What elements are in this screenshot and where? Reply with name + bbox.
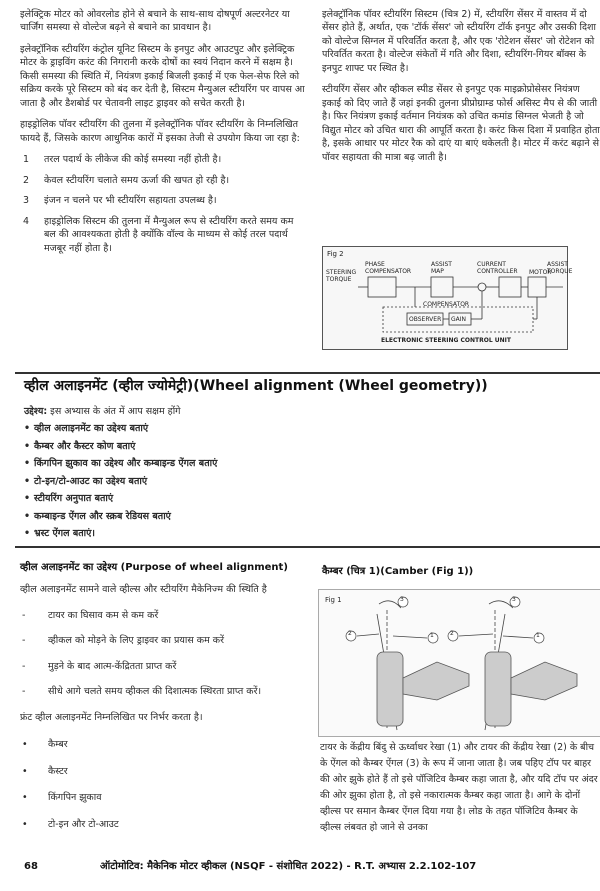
list-item: - मुड़ने के बाद आत्म-केंद्रितता प्राप्त करें	[20, 660, 310, 673]
assist-map-label: ASSIST MAP	[431, 261, 452, 275]
camber-illustration	[319, 590, 600, 736]
section-title: व्हील अलाइनमेंट (व्हील ज्योमेट्री)(Wheel alignment (Wheel geometry))	[24, 378, 488, 394]
figure-caption: ELECTRONIC STEERING CONTROL UNIT	[381, 337, 511, 344]
list-item: • किंगपिन झुकाव	[20, 791, 310, 804]
purpose-heading: व्हील अलाइनमेंट का उद्देश्य (Purpose of wheel alignment)	[20, 562, 288, 573]
paragraph: इलेक्ट्रॉनिक पॉवर स्टीयरिंग सिस्टम (चित्र 2) में, स्टीयरिंग सेंसर में वास्तव में दो सेंसर होते हैं, अर्थात, एक 'टॉर्क सेंसर' जो स्टीयरिंग टॉर्क इनपुट और उसकी दिशा को वोल्टेज सिग्नल में परिवर्तित करता है, और एक 'रोटेशन सेंसर' जो रोटेशन को परिवर्तित करता है। वोल्टेज संकेतों में गति और दिशा, स्टीयरिंग-गियर बॉक्स के इनपुट शाफ्ट पर स्थित है।	[322, 9, 596, 74]
list-item: • किंगपिन झुकाव का उद्देश्य और कम्बाइन्ड ऐंगल बताएं	[24, 455, 584, 473]
list-item: - सीधे आगे चलते समय व्हीकल की दिशात्मक स्थिरता प्राप्त करें।	[20, 685, 310, 698]
steering-torque-label: STEERING TORQUE	[326, 269, 357, 283]
left-column	[20, 8, 307, 262]
list-item: 3 इंजन न चलने पर भी स्टीयरिंग सहायता उपलब्ध है।	[23, 195, 217, 207]
paragraph: हाइड्रोलिक पॉवर स्टीयरिंग की तुलना में इलेक्ट्रॉनिक पॉवर स्टीयरिंग के निम्नलिखित फायदे हैं, जिसके कारण आधुनिक कारों में इसका तेजी से उपयोग किया जा रहा है:	[20, 119, 300, 144]
depends-text: फ्रंट व्हील अलाइनमेंट निम्नलिखित पर निर्भर करता है।	[20, 711, 203, 723]
list-item: • कैम्बर और कैस्टर कोण बताएं	[24, 438, 584, 456]
list-item: 4 हाइड्रोलिक सिस्टम की तुलना में मैन्युअल रूप से स्टीयरिंग करते समय कम बल की आवश्यकता होती है क्योंकि वॉल्व के माध्यम से कोई तरल पदार्थ मजबूर नहीं होता है।	[23, 215, 294, 254]
figure-1-camber	[318, 589, 600, 737]
list-item: • टो-इन और टो-आउट	[20, 818, 310, 831]
list-item: 2 केवल स्टीयरिंग चलाते समय ऊर्जा की खपत हो रही है।	[23, 174, 230, 186]
list-item: - टायर का घिसाव कम से कम करें	[20, 609, 310, 622]
page-number: 68	[24, 861, 38, 872]
objective-lead: उद्देश्य: इस अभ्यास के अंत में आप सक्षम होंगे	[24, 406, 181, 417]
camber-text: टायर के केंद्रीय बिंदु से ऊर्ध्वाधर रेखा (1) और टायर की केंद्रीय रेखा (2) के बीच के ऐंगल को कैम्बर ऐंगल (3) के रूप में जाना जाता है। जब पहिए टॉप पर बाहर की ओर झुके होते हैं तो इसे पॉजिटिव कैम्बर कहा जाता है, और यदि टॉप पर अंदर की ओर झुका होता है, तो इसे नकारात्मक कैम्बर कहा जाता है। आगे के दोनों व्हील्स पर समान कैम्बर ऐंगल दिया गया है। लोड के तहत पॉजिटिव कैम्बर के व्हील्स लंबवत हो जाने से उनका	[320, 742, 598, 833]
list-item: • स्टीयरिंग अनुपात बताएं	[24, 490, 584, 508]
list-item: • भ्रस्ट ऐंगल बताएं।	[24, 525, 584, 543]
list-item: • व्हील अलाइनमेंट का उद्देश्य बताएं	[24, 420, 584, 438]
observer-label: OBSERVER	[409, 316, 442, 323]
right-column	[322, 8, 600, 172]
figure-label: Fig 1	[325, 596, 342, 604]
list-item: - व्हीकल को मोड़ने के लिए ड्राइवर का प्रयास कम करें	[20, 634, 310, 647]
footer-text: ऑटोमोटिव: मैकेनिक मोटर व्हीकल (NSQF - संशोधित 2022) - R.T. अभ्यास 2.2.102-107	[100, 861, 477, 872]
compensator-label: COMPENSATOR	[423, 301, 470, 308]
list-item: • टो-इन/टो-आउट का उद्देश्य बताएं	[24, 473, 584, 491]
list-item: 1 तरल पदार्थ के लीकेज की कोई समस्या नहीं होती है।	[23, 154, 222, 166]
phase-compensator-label: PHASE COMPENSATOR	[365, 261, 412, 275]
objectives-list	[24, 420, 584, 543]
callout: 3	[400, 596, 404, 603]
list-item: • कैम्बर	[20, 738, 310, 751]
camber-heading: कैम्बर (चित्र 1)(Camber (Fig 1))	[322, 566, 474, 577]
gain-label: GAIN	[451, 316, 467, 323]
figure-2-control-diagram	[322, 246, 573, 350]
factors-list	[20, 738, 310, 831]
purpose-intro: व्हील अलाइनमेंट सामने वाले व्हील्स और स्टीयरिंग मैकेनिज्म की स्थिति है	[20, 584, 267, 596]
callout: 3	[512, 596, 516, 603]
callout: 1	[430, 632, 434, 639]
section-divider	[15, 546, 600, 548]
figure-label: Fig 2	[327, 250, 344, 258]
paragraph: स्टीयरिंग सेंसर और व्हीकल स्पीड सेंसर से इनपुट एक माइक्रोप्रोसेसर नियंत्रण इकाई को दिए जाते हैं जहां इनकी तुलना प्रीप्रोग्राम्ड फोर्स असिस्ट मैप से की जाती है। फिर नियंत्रण इकाई वर्तमान नियंत्रक को उचित कमांड सिग्नल भेजती है जो विद्युत मोटर को उचित धारा की आपूर्ति करता है। करंट किस दिशा में प्रवाहित होता है, इसके आधार पर मोटर रैक को दाएं या बाएं धकेलती है। मोटर में करंट बढ़ाने से पॉवर सहायता की मात्रा बढ़ जाती है।	[322, 84, 600, 163]
objectives-block	[24, 405, 584, 543]
callout: 1	[536, 632, 540, 639]
list-item: • कैस्टर	[20, 765, 310, 778]
purpose-section	[20, 561, 310, 844]
advantages-list	[20, 153, 307, 255]
callout: 2	[450, 630, 454, 637]
paragraph: इलेक्ट्रिक मोटर को ओवरलोड होने से बचाने के साथ-साथ दोषपूर्ण अल्टरनेटर या चार्जिंग समस्या से वोल्टेज बढ़ने से बचाने का प्रावधान है।	[20, 9, 290, 34]
callout: 2	[348, 630, 352, 637]
current-controller-label: CURRENT CONTROLLER	[477, 261, 518, 275]
motor-label: MOTOR	[529, 269, 552, 276]
paragraph: इलेक्ट्रॉनिक स्टीयरिंग कंट्रोल यूनिट सिस्टम के इनपुट और आउटपुट और इलेक्ट्रिक मोटर के ड्राइविंग करंट की निगरानी करके दोषों का स्वयं निदान करने में सक्षम है। किसी समस्या की स्थिति में, नियंत्रण इकाई बिजली इकाई में एक फेल-सेफ रिले को सक्रिय करके पूरे सिस्टम को बंद कर देती है, सिस्टम मैन्युअल स्टीयरिंग पर वापस आ जाता है और डैशबोर्ड पर चेतावनी लाइट ड्राइवर को सचेत करती है।	[20, 43, 305, 109]
section-divider	[15, 372, 600, 374]
assist-torque-label: ASSIST TORQUE	[547, 261, 573, 275]
purpose-list	[20, 609, 310, 699]
list-item: • कम्बाइन्ड ऐंगल और स्क्रब रेडियस बताएं	[24, 508, 584, 526]
